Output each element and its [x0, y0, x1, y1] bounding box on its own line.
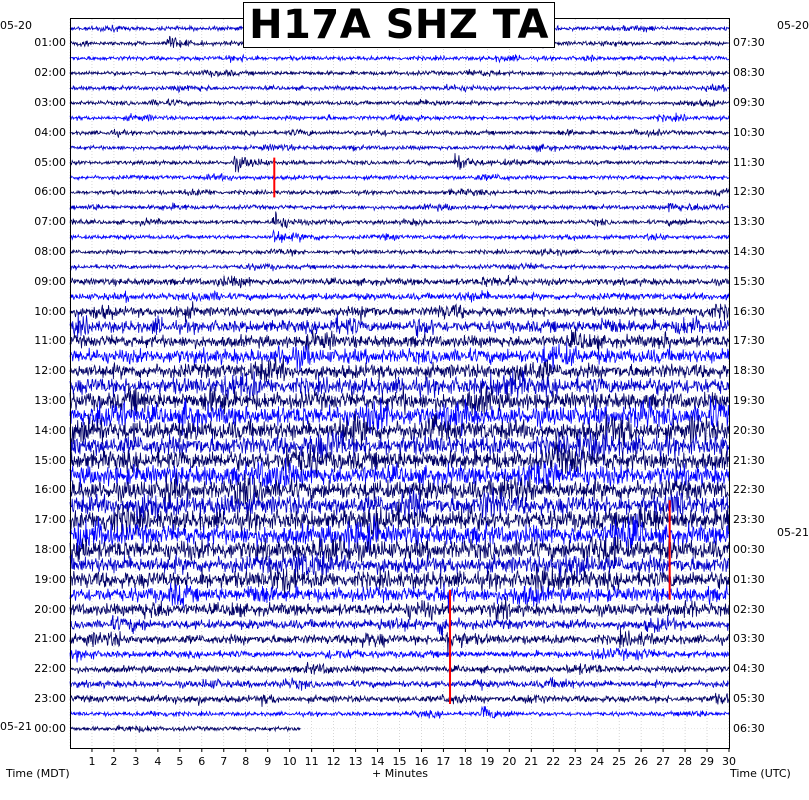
left-date-top: 05-20 — [0, 19, 32, 32]
right-hour-label: 08:30 — [733, 66, 765, 80]
x-tick-label: 29 — [700, 755, 715, 768]
x-tick-label: 28 — [678, 755, 693, 768]
x-tick-label: 24 — [590, 755, 605, 768]
right-hour-label: 02:30 — [733, 602, 765, 616]
right-hour-label: 12:30 — [733, 185, 765, 199]
right-date-mid: 05-21 — [777, 526, 809, 539]
x-tick-label: 17 — [436, 755, 451, 768]
x-tick-label: 1 — [88, 755, 96, 768]
right-hour-label: 11:30 — [733, 155, 765, 169]
left-hour-label: 12:00 — [34, 364, 66, 378]
left-hour-label: 18:00 — [34, 543, 66, 556]
left-hour-label: 20:00 — [34, 602, 66, 616]
right-hour-label: 15:30 — [733, 274, 765, 288]
left-hour-label: 22:00 — [34, 662, 66, 676]
left-hour-label: 04:00 — [34, 125, 66, 139]
x-tick-label: 26 — [634, 755, 649, 768]
x-tick-label: 11 — [304, 755, 319, 768]
left-hour-label: 11:00 — [34, 334, 66, 348]
right-hour-label: 04:30 — [733, 662, 765, 676]
left-hour-label: 16:00 — [34, 483, 66, 497]
right-hour-label: 13:30 — [733, 215, 765, 229]
x-tick-label: 5 — [176, 755, 184, 768]
left-hour-label: 10:00 — [34, 304, 66, 318]
x-tick-label: 7 — [220, 755, 228, 768]
x-tick-label: 19 — [480, 755, 495, 768]
right-hour-label: 23:30 — [733, 513, 765, 527]
left-hour-label: 08:00 — [34, 245, 66, 258]
x-tick-label: 14 — [370, 755, 385, 768]
left-hour-label: 19:00 — [34, 572, 66, 586]
left-date-bottom: 05-21 — [0, 720, 32, 733]
right-hour-label: 03:30 — [733, 632, 765, 646]
left-hour-label: 13:00 — [34, 394, 66, 407]
x-tick-label: 21 — [524, 755, 539, 768]
right-hour-label: 00:30 — [733, 543, 765, 556]
right-hour-label: 22:30 — [733, 483, 765, 497]
left-hour-label: 02:00 — [34, 66, 66, 80]
right-hour-label: 07:30 — [733, 36, 765, 50]
x-tick-label: 6 — [198, 755, 206, 768]
x-tick-label: 25 — [612, 755, 627, 768]
left-axis-label: Time (MDT) — [6, 767, 70, 780]
chart-title: H17A SHZ TA — [249, 2, 549, 48]
left-hour-label: 06:00 — [34, 185, 66, 199]
left-hour-label: 00:00 — [34, 721, 66, 735]
x-axis-label: + Minutes — [372, 767, 429, 780]
left-hour-label: 09:00 — [34, 274, 66, 288]
right-date-top: 05-20 — [777, 19, 809, 32]
left-hour-label: 14:00 — [34, 423, 66, 437]
x-tick-label: 3 — [132, 755, 140, 768]
x-tick-label: 9 — [264, 755, 272, 768]
x-tick-label: 2 — [110, 755, 118, 768]
left-hour-label: 07:00 — [34, 215, 66, 229]
right-hour-label: 06:30 — [733, 721, 765, 735]
right-axis-label: Time (UTC) — [730, 767, 791, 780]
right-hour-label: 14:30 — [733, 245, 765, 258]
x-tick-label: 18 — [458, 755, 473, 768]
right-hour-label: 17:30 — [733, 334, 765, 348]
right-hour-label: 10:30 — [733, 125, 765, 139]
right-hour-label: 20:30 — [733, 423, 765, 437]
x-tick-label: 20 — [502, 755, 517, 768]
right-hour-label: 16:30 — [733, 304, 765, 318]
right-hour-label: 21:30 — [733, 453, 765, 467]
x-tick-label: 10 — [282, 755, 297, 768]
x-tick-label: 8 — [242, 755, 250, 768]
x-tick-label: 13 — [348, 755, 363, 768]
right-hour-label: 01:30 — [733, 572, 765, 586]
title-box — [243, 2, 555, 48]
right-hour-label: 19:30 — [733, 394, 765, 407]
x-tick-label: 15 — [392, 755, 407, 768]
x-tick-label: 12 — [326, 755, 341, 768]
x-tick-label: 16 — [414, 755, 429, 768]
right-hour-label: 05:30 — [733, 692, 765, 705]
left-hour-label: 03:00 — [34, 96, 66, 109]
left-hour-label: 05:00 — [34, 155, 66, 169]
x-tick-label: 22 — [546, 755, 561, 768]
right-hour-label: 18:30 — [733, 364, 765, 378]
x-tick-label: 23 — [568, 755, 583, 768]
x-tick-label: 30 — [722, 755, 736, 768]
x-tick-label: 27 — [656, 755, 671, 768]
left-hour-label: 17:00 — [34, 513, 66, 527]
right-hour-label: 09:30 — [733, 96, 765, 109]
x-tick-label: 4 — [154, 755, 162, 768]
left-hour-label: 01:00 — [34, 36, 66, 50]
left-hour-label: 21:00 — [34, 632, 66, 646]
left-hour-label: 15:00 — [34, 453, 66, 467]
left-hour-label: 23:00 — [34, 692, 66, 705]
